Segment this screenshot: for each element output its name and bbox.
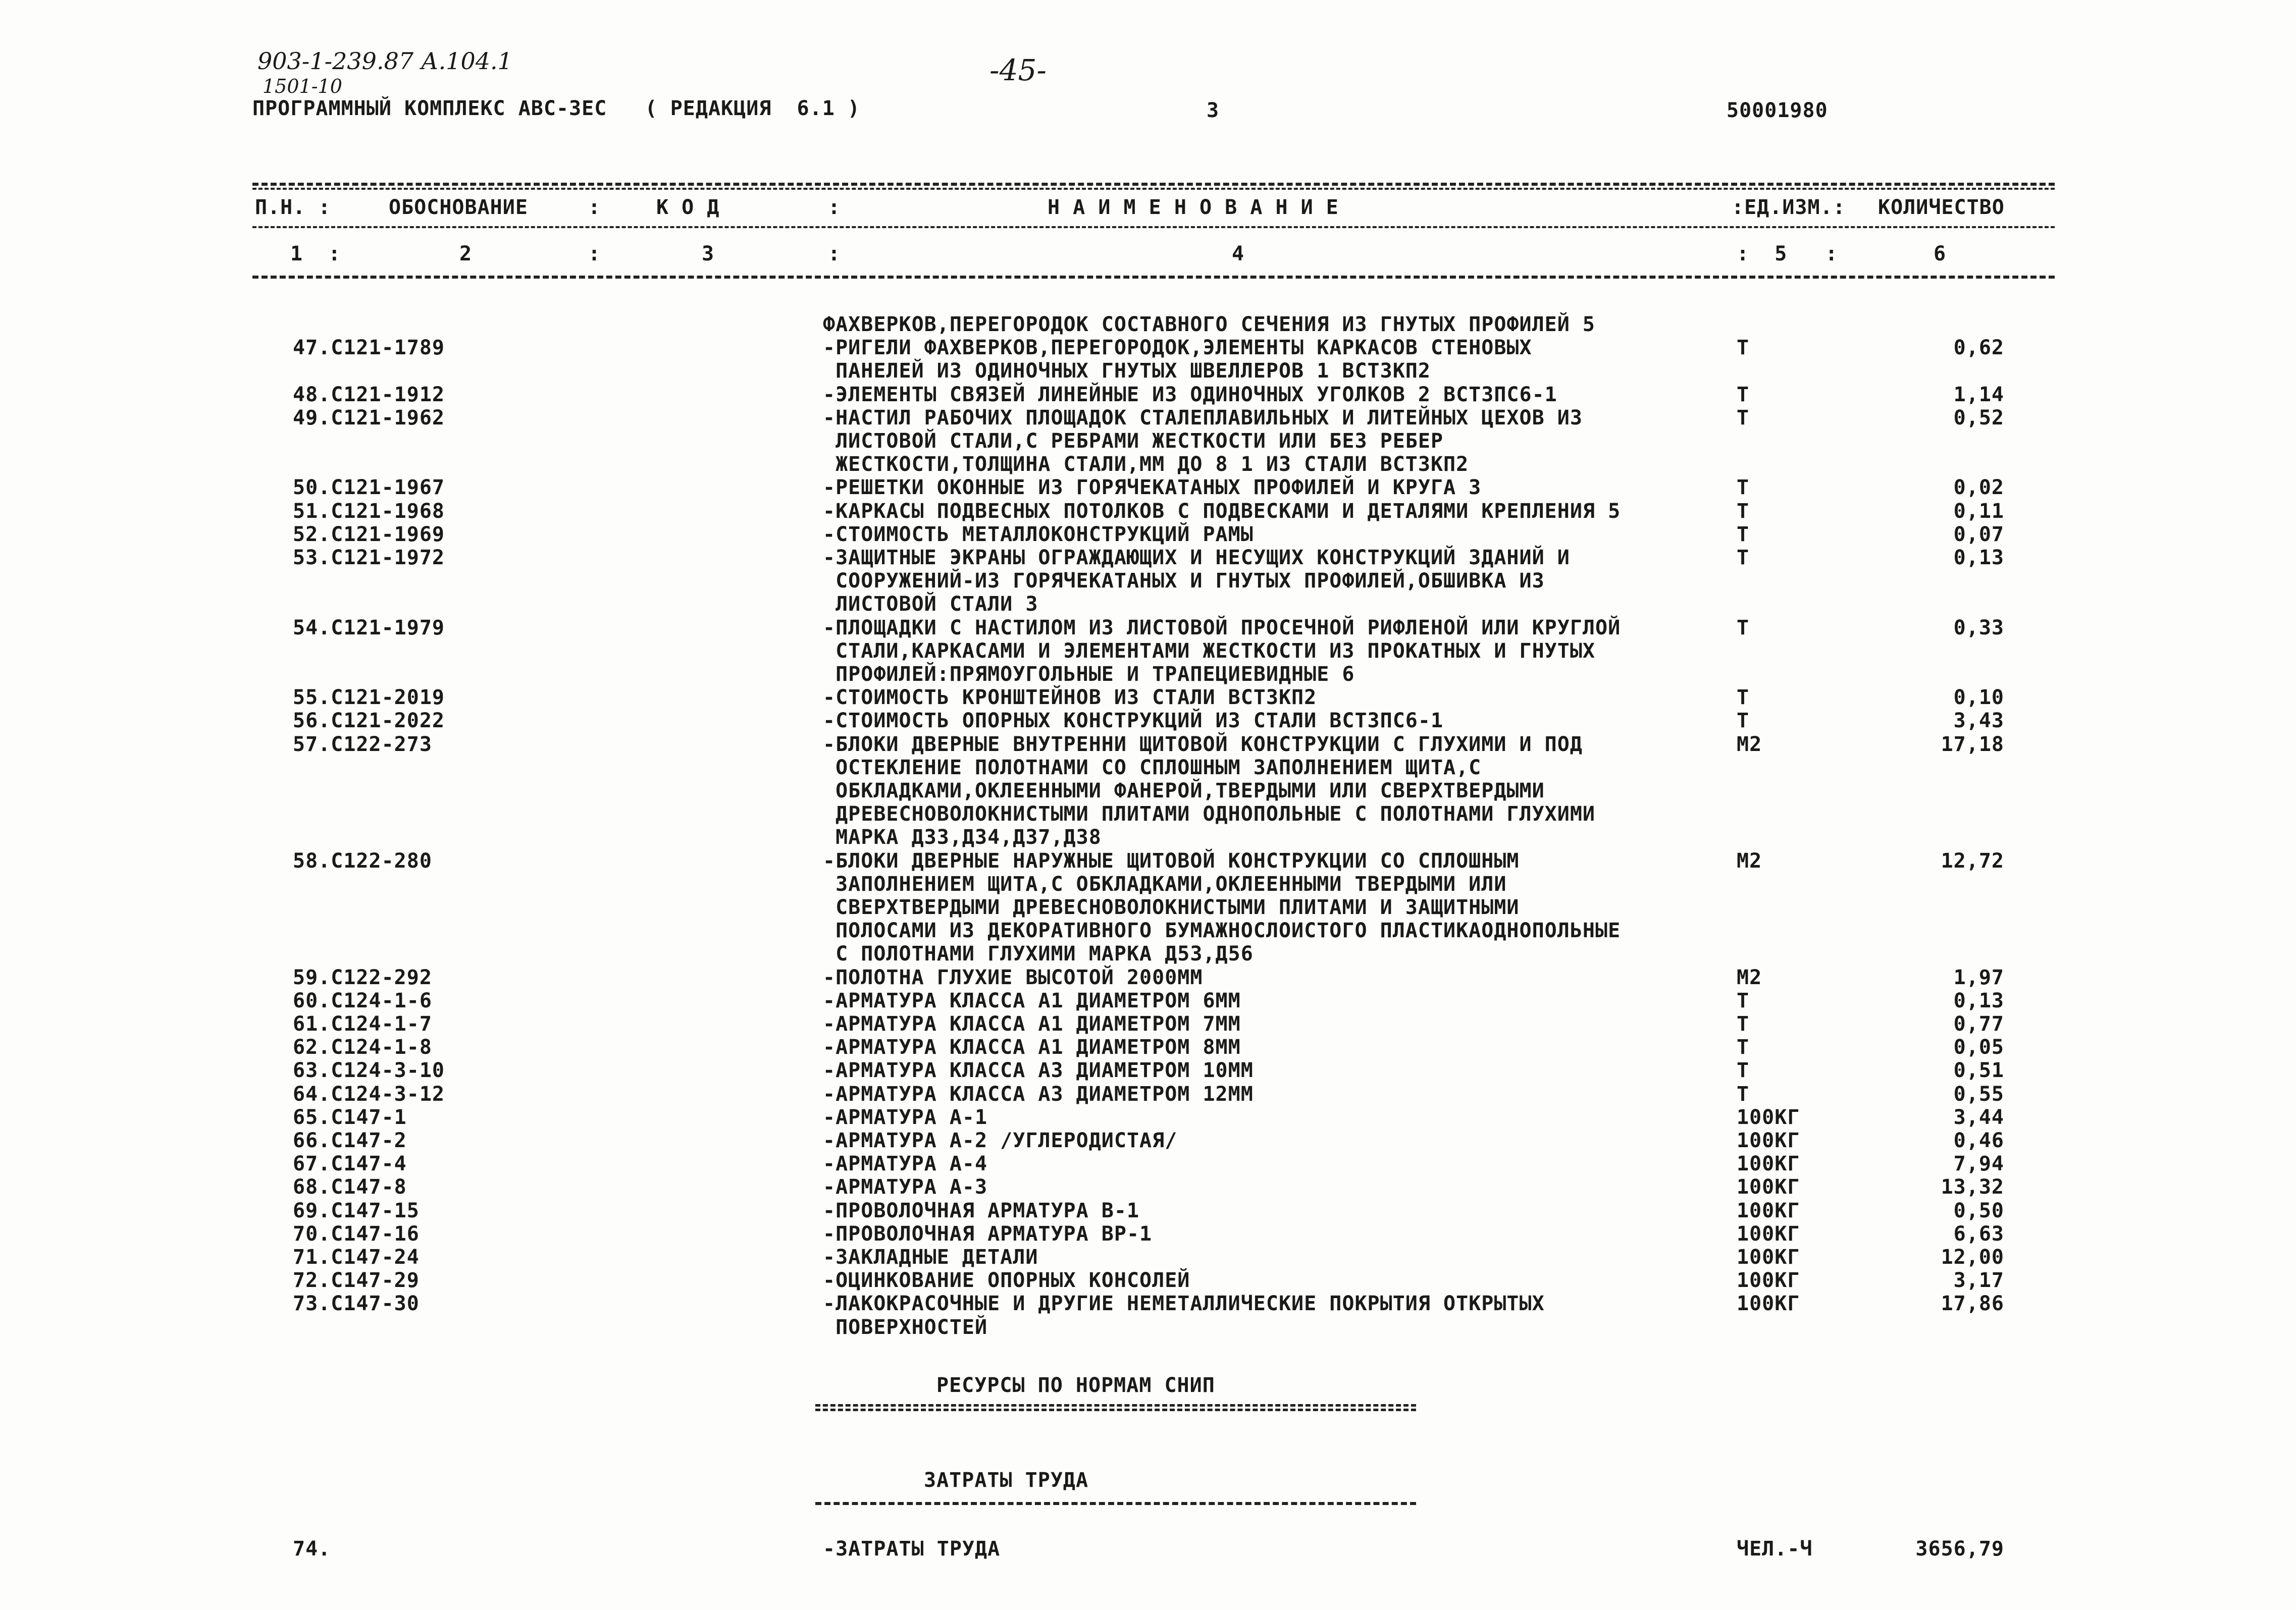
row-quantity: 13,32 (1941, 1175, 2004, 1199)
row-unit: М2 (1737, 966, 1762, 989)
row-name: -СТОИМОСТЬ КРОНШТЕЙНОВ ИЗ СТАЛИ ВСТ3КП2 (823, 686, 1317, 709)
th-num-sep-2: : (828, 242, 841, 265)
row-position-code: 68.С147-8 (293, 1175, 407, 1199)
row-quantity: 1,14 (1953, 383, 2004, 406)
row-unit: Т (1737, 1012, 1750, 1036)
row-name: -АРМАТУРА А-2 /УГЛЕРОДИСТАЯ/ (823, 1129, 1178, 1152)
resources-section-title: РЕСУРСЫ ПО НОРМАМ СНИП (936, 1374, 1215, 1397)
row-name: -СТОИМОСТЬ ОПОРНЫХ КОНСТРУКЦИЙ ИЗ СТАЛИ ВСТ3ПС6-1 (823, 709, 1444, 732)
row-name: -АРМАТУРА А-3 (823, 1175, 988, 1199)
row-name: -БЛОКИ ДВЕРНЫЕ ВНУТРЕННИ ЩИТОВОЙ КОНСТРУКЦИИ С ГЛУХИМИ И ПОД (823, 733, 1583, 756)
row-unit: 100КГ (1737, 1129, 1800, 1152)
th-code: К О Д (656, 196, 720, 219)
row-unit: 100КГ (1737, 1175, 1800, 1199)
row-quantity: 3,17 (1953, 1269, 2004, 1292)
header-rule-mid (252, 226, 2055, 228)
row-name: С ПОЛОТНАМИ ГЛУХИМИ МАРКА Д53,Д56 (823, 942, 1254, 965)
row-name: ФАХВЕРКОВ,ПЕРЕГОРОДОК СОСТАВНОГО СЕЧЕНИЯ ИЗ ГНУТЫХ ПРОФИЛЕЙ 5 (823, 313, 1596, 336)
row-quantity: 12,72 (1941, 849, 2004, 873)
row-quantity: 0,52 (1953, 406, 2004, 430)
row-position-code: 70.С147-16 (293, 1222, 420, 1246)
row-name: -АРМАТУРА КЛАССА А3 ДИАМЕТРОМ 10ММ (823, 1059, 1254, 1082)
row-unit: Т (1737, 686, 1750, 709)
row-name: СТАЛИ,КАРКАСАМИ И ЭЛЕМЕНТАМИ ЖЕСТКОСТИ ИЗ ПРОКАТНЫХ И ГНУТЫХ (823, 639, 1596, 663)
row-name: -НАСТИЛ РАБОЧИХ ПЛОЩАДОК СТАЛЕПЛАВИЛЬНЫХ И ЛИТЕЙНЫХ ЦЕХОВ ИЗ (823, 406, 1583, 430)
row-quantity: 0,02 (1953, 476, 2004, 499)
row-position-code: 60.С124-1-6 (293, 989, 432, 1012)
row-name: ДРЕВЕСНОВОЛОКНИСТЫМИ ПЛИТАМИ ОДНОПОЛЬНЫЕ С ПОЛОТНАМИ ГЛУХИМИ (823, 802, 1596, 826)
row-name: ПОВЕРХНОСТЕЙ (823, 1316, 988, 1339)
row-position-code: 53.С121-1972 (293, 546, 445, 569)
row-position-code: 47.С121-1789 (293, 336, 445, 359)
row-position-code: 58.С122-280 (293, 849, 432, 873)
row-quantity: 17,18 (1941, 733, 2004, 756)
row-name: -АРМАТУРА КЛАССА А1 ДИАМЕТРОМ 8ММ (823, 1036, 1241, 1059)
row-name: -ПРОВОЛОЧНАЯ АРМАТУРА В-1 (823, 1199, 1140, 1222)
labor-qty: 3656,79 (1915, 1537, 2004, 1561)
row-unit: Т (1737, 336, 1750, 359)
row-unit: Т (1737, 406, 1750, 430)
doc-number: 50001980 (1727, 99, 1828, 122)
row-position-code: 54.С121-1979 (293, 616, 445, 639)
program-title: ПРОГРАММНЫЙ КОМПЛЕКС АВС-3ЕС ( РЕДАКЦИЯ 6.1 ) (252, 97, 860, 120)
row-position-code: 57.С122-273 (293, 733, 432, 756)
row-position-code: 72.С147-29 (293, 1269, 420, 1292)
row-name: -РИГЕЛИ ФАХВЕРКОВ,ПЕРЕГОРОДОК,ЭЛЕМЕНТЫ КАРКАСОВ СТЕНОВЫХ (823, 336, 1532, 359)
row-unit: 100КГ (1737, 1106, 1800, 1129)
labor-unit: ЧЕЛ.-Ч (1737, 1537, 1813, 1561)
row-unit: Т (1737, 383, 1750, 406)
row-quantity: 0,10 (1953, 686, 2004, 709)
th-num-3: 3 (702, 242, 715, 265)
labor-section-underline (815, 1502, 1416, 1505)
row-quantity: 7,94 (1953, 1152, 2004, 1175)
row-name: -СТОИМОСТЬ МЕТАЛЛОКОНСТРУКЦИЙ РАМЫ (823, 523, 1254, 546)
header-rule-top (252, 183, 2055, 186)
row-unit: Т (1737, 616, 1750, 639)
row-name: -АРМАТУРА КЛАССА А1 ДИАМЕТРОМ 6ММ (823, 989, 1241, 1012)
labor-pos: 74. (293, 1537, 331, 1561)
row-position-code: 52.С121-1969 (293, 523, 445, 546)
row-quantity: 12,00 (1941, 1246, 2004, 1269)
row-unit: Т (1737, 523, 1750, 546)
row-name: -ЛАКОКРАСОЧНЫЕ И ДРУГИЕ НЕМЕТАЛЛИЧЕСКИЕ ПОКРЫТИЯ ОТКРЫТЫХ (823, 1292, 1545, 1315)
row-position-code: 56.С121-2022 (293, 709, 445, 732)
th-num-4: 4 (1232, 242, 1245, 265)
row-name: ЖЕСТКОСТИ,ТОЛЩИНА СТАЛИ,ММ ДО 8 1 ИЗ СТАЛИ ВСТ3КП2 (823, 453, 1469, 476)
row-position-code: 59.С122-292 (293, 966, 432, 989)
row-name: -КАРКАСЫ ПОДВЕСНЫХ ПОТОЛКОВ С ПОДВЕСКАМИ И ДЕТАЛЯМИ КРЕПЛЕНИЯ 5 (823, 500, 1621, 523)
row-quantity: 0,33 (1953, 616, 2004, 639)
row-name: -ПОЛОТНА ГЛУХИЕ ВЫСОТОЙ 2000ММ (823, 966, 1203, 989)
row-quantity: 0,13 (1953, 989, 2004, 1012)
row-name: -АРМАТУРА КЛАССА А1 ДИАМЕТРОМ 7ММ (823, 1012, 1241, 1036)
row-position-code: 50.С121-1967 (293, 476, 445, 499)
row-name: ПРОФИЛЕЙ:ПРЯМОУГОЛЬНЫЕ И ТРАПЕЦИЕВИДНЫЕ 6 (823, 663, 1355, 686)
row-unit: 100КГ (1737, 1269, 1800, 1292)
row-unit: Т (1737, 1083, 1750, 1106)
row-name: -АРМАТУРА А-4 (823, 1152, 988, 1175)
row-unit: 100КГ (1737, 1152, 1800, 1175)
th-num-sep-1: : (588, 242, 601, 265)
row-name: ЛИСТОВОЙ СТАЛИ 3 (823, 593, 1038, 616)
row-unit: Т (1737, 1036, 1750, 1059)
th-num-1: 1 : (290, 242, 341, 265)
row-quantity: 0,13 (1953, 546, 2004, 569)
row-unit: 100КГ (1737, 1222, 1800, 1246)
th-qty: КОЛИЧЕСТВО (1878, 196, 2005, 219)
th-sep-1: : (588, 196, 601, 219)
row-unit: Т (1737, 546, 1750, 569)
row-name: ЗАПОЛНЕНИЕМ ЩИТА,С ОБКЛАДКАМИ,ОКЛЕЕННЫМИ ТВЕРДЫМИ ИЛИ (823, 873, 1507, 896)
row-position-code: 51.С121-1968 (293, 500, 445, 523)
row-name: -ПЛОЩАДКИ С НАСТИЛОМ ИЗ ЛИСТОВОЙ ПРОСЕЧНОЙ РИФЛЕНОЙ ИЛИ КРУГЛОЙ (823, 616, 1621, 639)
th-sep-2: : (828, 196, 841, 219)
th-name: Н А И М Е Н О В А Н И Е (1048, 196, 1339, 219)
row-name: -АРМАТУРА КЛАССА А3 ДИАМЕТРОМ 12ММ (823, 1083, 1254, 1106)
th-num-5: : 5 : (1737, 242, 1838, 265)
row-unit: 100КГ (1737, 1246, 1800, 1269)
labor-name: -ЗАТРАТЫ ТРУДА (823, 1537, 1001, 1561)
header-rule-bottom (252, 276, 2055, 279)
row-name: -ЗАКЛАДНЫЕ ДЕТАЛИ (823, 1246, 1038, 1269)
sheet-mark: 3 (1207, 99, 1220, 122)
row-quantity: 0,05 (1953, 1036, 2004, 1059)
row-unit: М2 (1737, 733, 1762, 756)
row-quantity: 3,43 (1953, 709, 2004, 732)
th-pos: П.Н. : (255, 196, 331, 219)
row-unit: Т (1737, 1059, 1750, 1082)
row-position-code: 71.С147-24 (293, 1246, 420, 1269)
row-quantity: 0,11 (1953, 500, 2004, 523)
row-name: ОСТЕКЛЕНИЕ ПОЛОТНАМИ СО СПЛОШНЫМ ЗАПОЛНЕНИЕМ ЩИТА,С (823, 756, 1482, 779)
row-name: ЛИСТОВОЙ СТАЛИ,С РЕБРАМИ ЖЕСТКОСТИ ИЛИ БЕЗ РЕБЕР (823, 430, 1444, 453)
row-quantity: 17,86 (1941, 1292, 2004, 1315)
row-position-code: 55.С121-2019 (293, 686, 445, 709)
row-position-code: 63.С124-3-10 (293, 1059, 445, 1082)
row-position-code: 73.С147-30 (293, 1292, 420, 1315)
row-position-code: 48.С121-1912 (293, 383, 445, 406)
row-position-code: 67.С147-4 (293, 1152, 407, 1175)
row-position-code: 62.С124-1-8 (293, 1036, 432, 1059)
row-position-code: 69.С147-15 (293, 1199, 420, 1222)
row-name: -АРМАТУРА А-1 (823, 1106, 988, 1129)
row-name: -БЛОКИ ДВЕРНЫЕ НАРУЖНЫЕ ЩИТОВОЙ КОНСТРУКЦИИ СО СПЛОШНЫМ (823, 849, 1520, 873)
row-name: -ЭЛЕМЕНТЫ СВЯЗЕЙ ЛИНЕЙНЫЕ ИЗ ОДИНОЧНЫХ УГОЛКОВ 2 ВСТ3ПС6-1 (823, 383, 1557, 406)
row-position-code: 61.С124-1-7 (293, 1012, 432, 1036)
row-unit: М2 (1737, 849, 1762, 873)
row-quantity: 0,77 (1953, 1012, 2004, 1036)
row-name: ПАНЕЛЕЙ ИЗ ОДИНОЧНЫХ ГНУТЫХ ШВЕЛЛЕРОВ 1 ВСТ3КП2 (823, 359, 1431, 383)
row-name: ОБКЛАДКАМИ,ОКЛЕЕННЫМИ ФАНЕРОЙ,ТВЕРДЫМИ ИЛИ СВЕРХТВЕРДЫМИ (823, 779, 1545, 802)
row-unit: 100КГ (1737, 1292, 1800, 1315)
row-position-code: 66.С147-2 (293, 1129, 407, 1152)
row-quantity: 1,97 (1953, 966, 2004, 989)
th-unit: :ЕД.ИЗМ.: (1732, 196, 1846, 219)
header-rule-top-2 (252, 188, 2055, 190)
row-name: -ПРОВОЛОЧНАЯ АРМАТУРА ВР-1 (823, 1222, 1153, 1246)
row-name: -ЗАЩИТНЫЕ ЭКРАНЫ ОГРАЖДАЮЩИХ И НЕСУЩИХ КОНСТРУКЦИЙ ЗДАНИЙ И (823, 546, 1570, 569)
page-number: -45- (989, 53, 1047, 87)
row-quantity: 0,51 (1953, 1059, 2004, 1082)
row-quantity: 0,07 (1953, 523, 2004, 546)
row-unit: 100КГ (1737, 1199, 1800, 1222)
doc-code-line1: 903-1-239.87 А.104.1 (257, 47, 512, 75)
row-name: СООРУЖЕНИЙ-ИЗ ГОРЯЧЕКАТАНЫХ И ГНУТЫХ ПРОФИЛЕЙ,ОБШИВКА ИЗ (823, 569, 1545, 593)
row-quantity: 0,55 (1953, 1083, 2004, 1106)
row-name: -ОЦИНКОВАНИЕ ОПОРНЫХ КОНСОЛЕЙ (823, 1269, 1190, 1292)
resources-section-underline (815, 1404, 1416, 1411)
row-unit: Т (1737, 500, 1750, 523)
row-position-code: 49.С121-1962 (293, 406, 445, 430)
row-quantity: 0,50 (1953, 1199, 2004, 1222)
row-position-code: 65.С147-1 (293, 1106, 407, 1129)
th-num-6: 6 (1934, 242, 1947, 265)
row-name: ПОЛОСАМИ ИЗ ДЕКОРАТИВНОГО БУМАЖНОСЛОИСТОГО ПЛАСТИКАОДНОПОЛЬНЫЕ (823, 919, 1621, 942)
row-quantity: 3,44 (1953, 1106, 2004, 1129)
row-quantity: 0,62 (1953, 336, 2004, 359)
th-num-2: 2 (459, 242, 473, 265)
row-name: МАРКА Д33,Д34,Д37,Д38 (823, 826, 1102, 849)
labor-section-title: ЗАТРАТЫ ТРУДА (924, 1469, 1089, 1492)
doc-code-line2: 1501-10 (263, 75, 342, 97)
row-position-code: 64.С124-3-12 (293, 1083, 445, 1106)
row-quantity: 6,63 (1953, 1222, 2004, 1246)
row-unit: Т (1737, 709, 1750, 732)
row-unit: Т (1737, 989, 1750, 1012)
row-name: СВЕРХТВЕРДЫМИ ДРЕВЕСНОВОЛОКНИСТЫМИ ПЛИТАМИ И ЗАЩИТНЫМИ (823, 896, 1520, 919)
row-name: -РЕШЕТКИ ОКОННЫЕ ИЗ ГОРЯЧЕКАТАНЫХ ПРОФИЛЕЙ И КРУГА 3 (823, 476, 1482, 499)
th-basis: ОБОСНОВАНИЕ (389, 196, 528, 219)
row-unit: Т (1737, 476, 1750, 499)
row-quantity: 0,46 (1953, 1129, 2004, 1152)
